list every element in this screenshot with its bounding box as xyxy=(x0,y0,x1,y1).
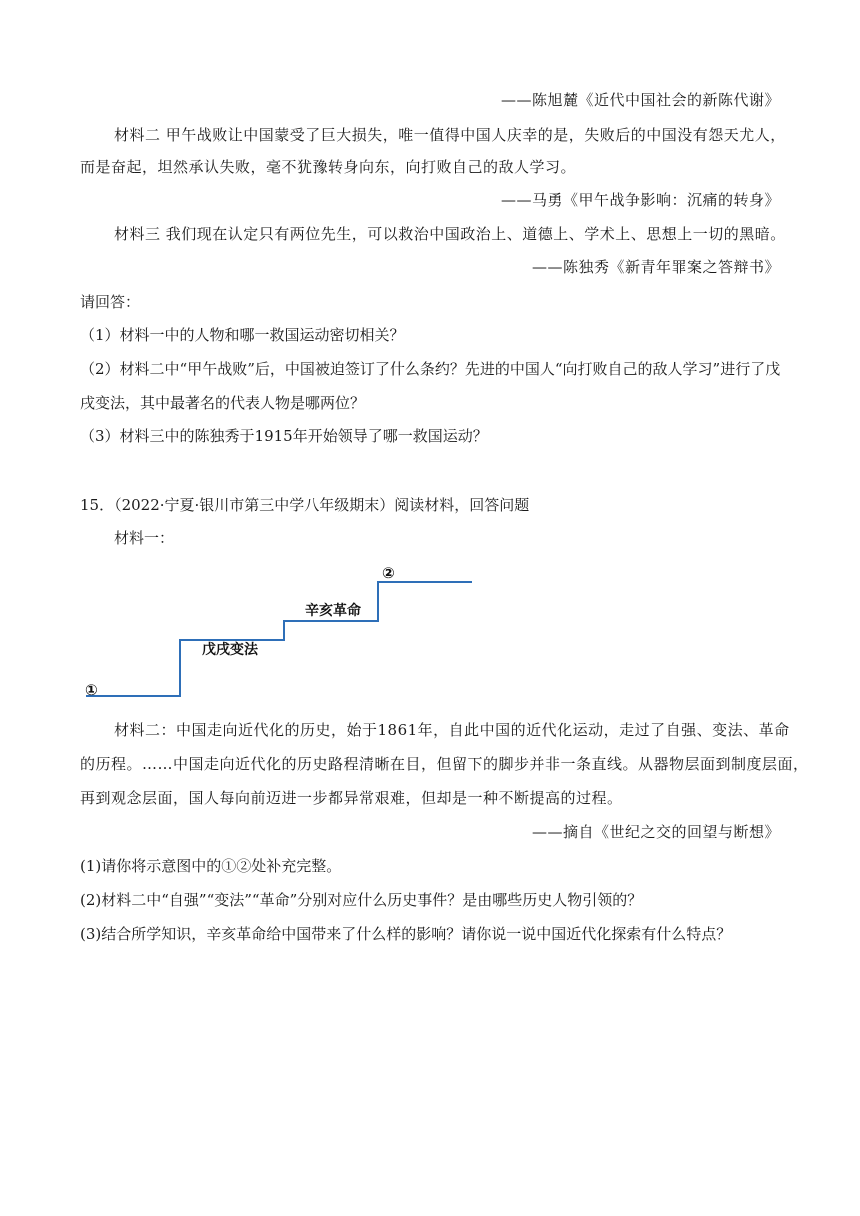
q15-material2-line2: 的历程。……中国走向近代化的历史路程清晰在目，但留下的脚步并非一条直线。从器物层面到制度层面， xyxy=(80,755,809,773)
material2-source: ——马勇《甲午战争影响：沉痛的转身》 xyxy=(500,191,780,209)
material2-text-line1: 材料二 甲午战败让中国蒙受了巨大损失，唯一值得中国人庆幸的是，失败后的中国没有怨天尤人， xyxy=(114,126,786,144)
question-15-3: (3)结合所学知识，辛亥革命给中国带来了什么样的影响？请你说一说中国近代化探索有什么特点？ xyxy=(80,925,732,943)
question-15-header: 15．（2022·宁夏·银川市第三中学八年级期末）阅读材料，回答问题 xyxy=(80,496,530,514)
staircase-line xyxy=(86,582,472,696)
staircase-diagram xyxy=(80,560,480,705)
material1-source: ——陈旭麓《近代中国社会的新陈代谢》 xyxy=(500,91,780,109)
material3-text: 材料三 我们现在认定只有两位先生，可以救治中国政治上、道德上、学术上、思想上一切的黑暗。 xyxy=(114,225,786,243)
question-14-2-line2: 戌变法，其中最著名的代表人物是哪两位？ xyxy=(80,394,366,412)
q15-material2-line3: 再到观念层面，国人每向前迈进一步都异常艰难，但却是一种不断提高的过程。 xyxy=(80,789,623,807)
material3-source: ——陈独秀《新青年罪案之答辩书》 xyxy=(531,258,780,276)
question-15-1: (1)请你将示意图中的①②处补充完整。 xyxy=(80,857,342,875)
step-label-2: 戊戌变法 xyxy=(202,642,258,658)
question-14-3: （3）材料三中的陈独秀于1915年开始领导了哪一救国运动？ xyxy=(80,427,488,445)
q15-material2-source: ——摘自《世纪之交的回望与断想》 xyxy=(531,823,780,841)
q15-material2-line1: 材料二：中国走向近代化的历史，始于1861年，自此中国的近代化运动，走过了自强、变法、革命 xyxy=(114,721,790,739)
step-label-1: ① xyxy=(85,681,98,699)
step-label-4: ② xyxy=(382,564,395,582)
material2-text-line2: 而是奋起，坦然承认失败，毫不犹豫转身向东，向打败自己的敌人学习。 xyxy=(80,158,577,176)
question-15-2: (2)材料二中“自强”“变法”“革命”分别对应什么历史事件？是由哪些历史人物引领的？ xyxy=(80,891,643,909)
step-label-3: 辛亥革命 xyxy=(305,603,361,619)
material1-label: 材料一： xyxy=(114,529,175,547)
question-14-1: （1）材料一中的人物和哪一救国运动密切相关？ xyxy=(80,326,405,344)
question-14-2-line1: （2）材料二中“甲午战败”后，中国被迫签订了什么条约？先进的中国人“向打败自己的敌人学习”进行了戊 xyxy=(80,360,781,378)
answer-prompt: 请回答： xyxy=(80,293,141,311)
